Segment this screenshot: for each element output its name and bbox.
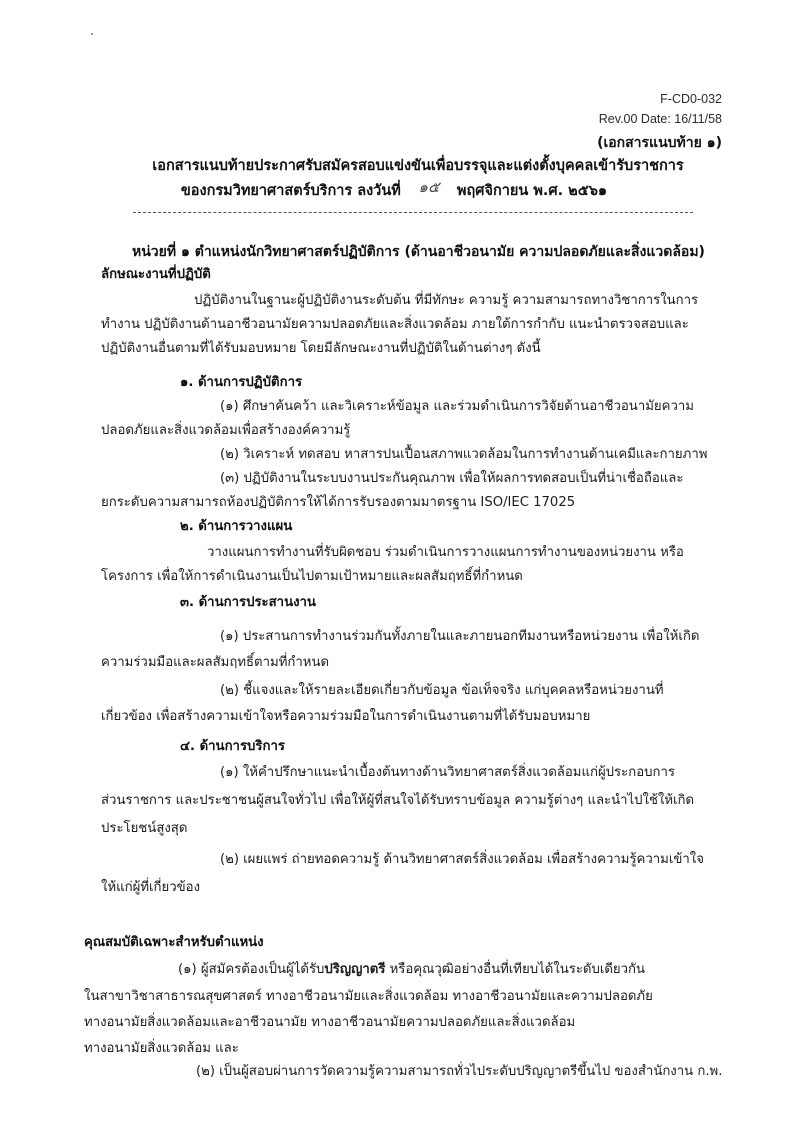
section-title-planning: ๒. ด้านการวางแผน [180,519,293,534]
section-title-service: ๔. ด้านการบริการ [180,739,285,754]
section-line: โครงการ เพื่อให้การดำเนินงานเป็นไปตามเป้าหมายและผลสัมฤทธิ์ที่กำหนด [101,569,523,584]
section-line: ยกระดับความสามารถห้องปฏิบัติการให้ได้การรับรองตามมาตรฐาน ISO/IEC 17025 [101,495,576,510]
section-line: (๑) ประสานการทำงานร่วมกันทั้งภายในและภายนอกทีมงานหรือหน่วยงาน เพื่อให้เกิด [220,629,700,644]
intro-line: ปฏิบัติงานอื่นตามที่ได้รับมอบหมาย โดยมีลักษณะงานที่ปฏิบัติในด้านต่างๆ ดังนี้ [101,341,541,356]
form-code: F-CD0-032 [660,92,722,106]
section-line: ส่วนราชการ และประชาชนผู้สนใจทั่วไป เพื่อให้ผู้ที่สนใจได้รับทราบข้อมูล ความรู้ต่างๆ และนำไปใช้ให้เกิด [101,793,695,808]
section-line: ปลอดภัยและสิ่งแวดล้อมเพื่อสร้างองค์ความรู้ [101,423,351,438]
section-line: (๓) ปฏิบัติงานในระบบงานประกันคุณภาพ เพื่อให้ผลการทดสอบเป็นที่น่าเชื่อถือและ [220,471,684,486]
section-line: (๑) ศึกษาค้นคว้า และวิเคราะห์ข้อมูล และร่วมดำเนินการวิจัยด้านอาชีวอนามัยความ [220,399,694,414]
section-line: วางแผนการทำงานที่รับผิดชอบ ร่วมดำเนินการวางแผนการทำงานของหน่วยงาน หรือ [207,545,684,560]
document-title-line2 [0,178,794,202]
section-line: ความร่วมมือและผลสัมฤทธิ์ตามที่กำหนด [101,655,330,670]
unit-heading: หน่วยที่ ๑ ตำแหน่งนักวิทยาศาสตร์ปฏิบัติการ (ด้านอาชีวอนามัย ความปลอดภัยและสิ่งแวดล้อม) [132,244,705,260]
section-line: ประโยชน์สูงสุด [101,821,188,836]
qualification-item-1 [178,961,645,979]
revision-date: Rev.00 Date: 16/11/58 [598,112,722,126]
title-line2-prefix: ของกรมวิทยาศาสตร์บริการ ลงวันที่ [180,183,401,199]
intro-line: ทำงาน ปฏิบัติงานด้านอาชีวอนามัยความปลอดภัยและสิ่งแวดล้อม ภายใต้การกำกับ แนะนำตรวจสอบและ [101,317,689,332]
title-line2-suffix: พฤศจิกายน พ.ศ. ๒๕๖๑ [456,183,608,199]
qualification-item-1-prefix: (๑) ผู้สมัครต้องเป็นผู้ได้รับ [178,962,325,977]
section-title-operations: ๑. ด้านการปฏิบัติการ [180,375,303,390]
section-line: (๒) วิเคราะห์ ทดสอบ หาสารปนเปื้อนสภาพแวดล้อมในการทำงานด้านเคมีและกายภาพ [220,447,708,462]
handwritten-day: ๑๕ [418,178,440,196]
section-line: (๑) ให้คำปรึกษาแนะนำเบื้องต้นทางด้านวิทยาศาสตร์สิ่งแวดล้อมแก่ผู้ประกอบการ [220,765,675,780]
qualification-item-1-suffix: หรือคุณวุฒิอย่างอื่นที่เทียบได้ในระดับเดียวกัน [385,962,646,977]
qualification-line: ทางอนามัยสิ่งแวดล้อม และ [84,1041,239,1056]
scan-speck [91,33,93,35]
qualification-item-2: (๒) เป็นผู้สอบผ่านการวัดความรู้ความสามารถทั่วไประดับปริญญาตรีขึ้นไป ของสำนักงาน ก.พ. [196,1064,723,1079]
attachment-label: (เอกสารแนบท้าย ๑) [597,135,722,151]
dashed-divider [133,212,693,213]
intro-line: ปฏิบัติงานในฐานะผู้ปฏิบัติงานระดับต้น ที่มีทักษะ ความรู้ ความสามารถทางวิชาการในการ [194,293,699,308]
document-title-line1: เอกสารแนบท้ายประกาศรับสมัครสอบแข่งขันเพื่อบรรจุและแต่งตั้งบุคคลเข้ารับราชการ [152,158,684,174]
section-title-coordination: ๓. ด้านการประสานงาน [180,595,316,610]
job-nature-heading: ลักษณะงานที่ปฏิบัติ [101,267,211,282]
qualification-line: ทางอนามัยสิ่งแวดล้อมและอาชีวอนามัย ทางอาชีวอนามัยความปลอดภัยและสิ่งแวดล้อม [84,1015,576,1030]
section-line: ให้แก่ผู้ที่เกี่ยวข้อง [101,880,201,895]
degree-requirement: ปริญญาตรี [324,962,386,977]
section-line: เกี่ยวข้อง เพื่อสร้างความเข้าใจหรือความร่วมมือในการดำเนินงานตามที่ได้รับมอบหมาย [101,709,591,724]
section-line: (๒) ชี้แจงและให้รายละเอียดเกี่ยวกับข้อมูล ข้อเท็จจริง แก่บุคคลหรือหน่วยงานที่ [220,683,664,698]
qualification-line: ในสาขาวิชาสาธารณสุขศาสตร์ ทางอาชีวอนามัยและสิ่งแวดล้อม ทางอาชีวอนามัยและความปลอดภัย [84,989,653,1004]
section-line: (๒) เผยแพร่ ถ่ายทอดความรู้ ด้านวิทยาศาสตร์สิ่งแวดล้อม เพื่อสร้างความรู้ความเข้าใจ [220,852,704,867]
qualifications-heading: คุณสมบัติเฉพาะสำหรับตำแหน่ง [84,935,264,950]
